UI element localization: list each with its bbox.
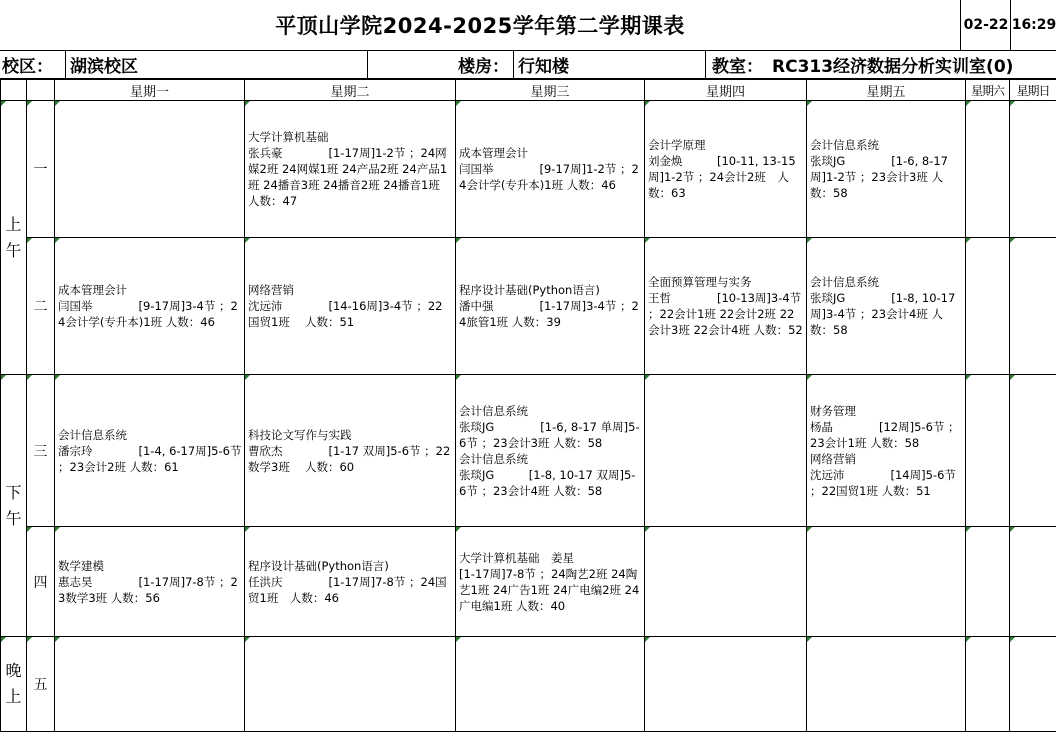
course-text: 科技论文写作与实践 — [248, 427, 453, 443]
schedule-cell-empty — [1010, 527, 1056, 637]
schedule-cell — [456, 527, 645, 637]
schedule-cell — [245, 238, 456, 375]
day-header-wed: 星期三 — [456, 80, 645, 101]
schedule-cell — [456, 238, 645, 375]
course-text: 沈远沛 [14-16周]3-4节 ；22国贸1班 人数：51 — [248, 298, 453, 330]
room-label: 教室： — [706, 51, 772, 78]
schedule-cell — [645, 101, 807, 238]
schedule-cell-empty — [966, 375, 1010, 527]
course-text: 张兵豪 [1-17周]1-2节 ；24网媒2班 24网媒1班 24产品2班 24产品1班 24播音3班 24播音2班 24播音1班 人数：47 — [248, 145, 453, 209]
course-text: 财务管理 — [810, 403, 963, 419]
corner-cell — [1, 80, 27, 101]
period-afternoon — [1, 375, 27, 637]
schedule-cell — [807, 375, 966, 527]
day-header-row — [1, 80, 1056, 101]
campus-value: 湖滨校区 — [66, 51, 368, 78]
building-value: 行知楼 — [514, 51, 706, 78]
slot-row-1 — [1, 101, 1056, 238]
campus-label: 校区： — [0, 51, 66, 78]
course-text: 曹欣杰 [1-17 双周]5-6节 ；22数学3班 人数：60 — [248, 443, 453, 475]
slot-row-3 — [1, 375, 1056, 527]
building-label: 楼房： — [368, 51, 514, 78]
period-evening — [1, 637, 27, 732]
room-value: RC313经济数据分析实训室(0) — [772, 51, 1056, 78]
schedule-cell — [55, 238, 245, 375]
slot-row-5 — [1, 637, 1056, 732]
course-text: 闫国举 [9-17周]3-4节 ；24会计学(专升本)1班 人数：46 — [58, 298, 242, 330]
period-label-line: 午 — [5, 509, 21, 528]
schedule-cell-empty — [966, 637, 1010, 732]
slot-number: 五 — [27, 637, 55, 732]
course-text: 潘宗玲 [1-4, 6-17周]5-6节 ；23会计2班 人数：61 — [58, 443, 242, 475]
course-text: 会计信息系统 — [58, 427, 242, 443]
info-bar — [0, 50, 1056, 79]
schedule-cell — [807, 527, 966, 637]
period-morning — [1, 101, 27, 375]
schedule-cell — [245, 375, 456, 527]
course-text: 惠志昊 [1-17周]7-8节 ；23数学3班 人数：56 — [58, 574, 242, 606]
course-text: 会计信息系统 — [810, 274, 963, 290]
day-header-thu: 星期四 — [645, 80, 807, 101]
period-label-line: 晚 — [5, 661, 21, 680]
slot-number: 四 — [27, 527, 55, 637]
course-text: 成本管理会计 — [459, 145, 642, 161]
course-text: 会计学原理 — [648, 137, 804, 153]
course-text: 王哲 [10-13周]3-4节 ；22会计1班 22会计2班 22会计3班 22会计4班 人数：52 — [648, 290, 804, 338]
day-header-sun: 星期日 — [1010, 80, 1056, 101]
schedule-cell — [807, 238, 966, 375]
course-text: 闫国举 [9-17周]1-2节 ；24会计学(专升本)1班 人数：46 — [459, 161, 642, 193]
course-text: 张琰JG [1-8, 10-17周]3-4节 ；23会计4班 人数：58 — [810, 290, 963, 338]
schedule-cell — [55, 375, 245, 527]
schedule-cell-empty — [966, 101, 1010, 238]
schedule-cell-empty — [1010, 238, 1056, 375]
timetable — [0, 79, 1056, 732]
course-text: 张琰JG [1-8, 10-17 双周]5-6节 ；23会计4班 人数：58 — [459, 467, 642, 499]
period-label-line: 下 — [5, 483, 21, 502]
slot-row-2 — [1, 238, 1056, 375]
schedule-cell — [645, 527, 807, 637]
period-label-line: 上 — [5, 215, 21, 234]
course-text: 大学计算机基础 姜星 — [459, 550, 642, 566]
date-stamp: 02-22 — [960, 0, 1011, 50]
course-text: 会计信息系统 — [810, 137, 963, 153]
period-label-line: 午 — [5, 241, 21, 260]
course-text: 刘金焕 [10-11, 13-15周]1-2节 ；24会计2班 人数：63 — [648, 153, 804, 201]
corner-cell — [27, 80, 55, 101]
course-text: [1-17周]7-8节 ；24陶艺2班 24陶艺1班 24广告1班 24广电编2班 24广电编1班 人数：40 — [459, 566, 642, 614]
schedule-cell — [456, 375, 645, 527]
course-text: 程序设计基础(Python语言) — [459, 282, 642, 298]
course-text: 会计信息系统 — [459, 403, 642, 419]
schedule-cell — [456, 637, 645, 732]
schedule-cell — [55, 101, 245, 238]
schedule-cell-empty — [966, 238, 1010, 375]
course-text: 程序设计基础(Python语言) — [248, 558, 453, 574]
course-text: 网络营销 — [810, 451, 963, 467]
slot-number: 一 — [27, 101, 55, 238]
schedule-cell — [807, 101, 966, 238]
schedule-cell — [645, 375, 807, 527]
schedule-cell-empty — [1010, 375, 1056, 527]
course-text: 全面预算管理与实务 — [648, 274, 804, 290]
schedule-cell-empty — [1010, 101, 1056, 238]
course-text: 沈远沛 [14周]5-6节 ；22国贸1班 人数：51 — [810, 467, 963, 499]
schedule-cell — [645, 238, 807, 375]
slot-number: 二 — [27, 238, 55, 375]
schedule-cell — [245, 527, 456, 637]
course-text: 杨晶 [12周]5-6节 ；23会计1班 人数：58 — [810, 419, 963, 451]
time-stamp: 16:29 — [1010, 0, 1056, 50]
schedule-cell-empty — [1010, 637, 1056, 732]
course-text: 张琰JG [1-6, 8-17周]1-2节 ；23会计3班 人数：58 — [810, 153, 963, 201]
page-title: 平顶山学院2024-2025学年第二学期课表 — [0, 0, 960, 50]
course-text: 数学建模 — [58, 558, 242, 574]
course-text: 会计信息系统 — [459, 451, 642, 467]
course-text: 任洪庆 [1-17周]7-8节 ；24国贸1班 人数：46 — [248, 574, 453, 606]
day-header-fri: 星期五 — [807, 80, 966, 101]
schedule-cell — [807, 637, 966, 732]
course-text: 网络营销 — [248, 282, 453, 298]
schedule-cell-empty — [966, 527, 1010, 637]
schedule-cell — [645, 637, 807, 732]
course-text: 张琰JG [1-6, 8-17 单周]5-6节 ；23会计3班 人数：58 — [459, 419, 642, 451]
schedule-cell — [55, 637, 245, 732]
course-text: 成本管理会计 — [58, 282, 242, 298]
course-text: 潘中强 [1-17周]3-4节 ；24旅管1班 人数：39 — [459, 298, 642, 330]
schedule-cell — [55, 527, 245, 637]
day-header-mon: 星期一 — [55, 80, 245, 101]
slot-number: 三 — [27, 375, 55, 527]
schedule-cell — [245, 637, 456, 732]
schedule-cell — [456, 101, 645, 238]
schedule-cell — [245, 101, 456, 238]
course-text: 大学计算机基础 — [248, 129, 453, 145]
period-label-line: 上 — [5, 687, 21, 706]
slot-row-4 — [1, 527, 1056, 637]
day-header-tue: 星期二 — [245, 80, 456, 101]
day-header-sat: 星期六 — [966, 80, 1010, 101]
